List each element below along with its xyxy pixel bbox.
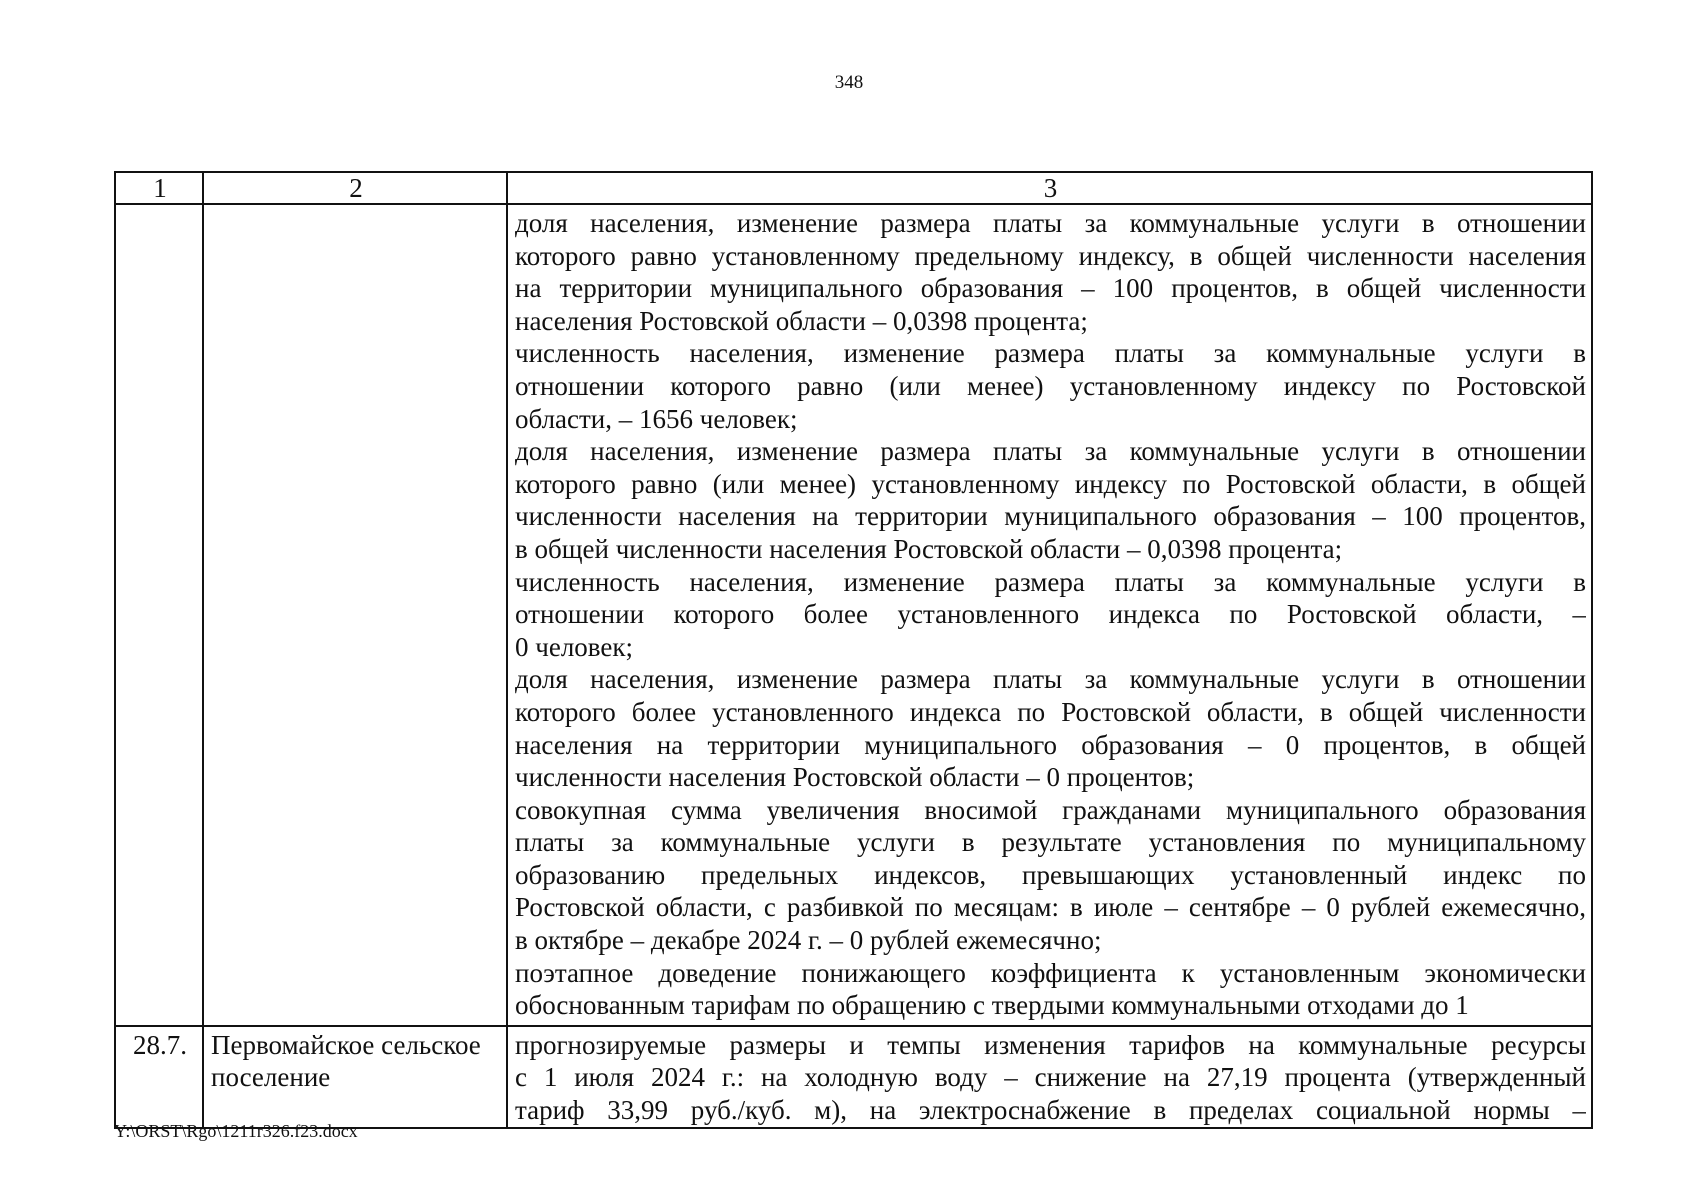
row-number-cell	[115, 204, 203, 1026]
document-table	[114, 171, 1593, 1129]
text-line: которого равно установленному предельному индексу, в общей численности населения	[515, 240, 1586, 271]
text-line: области, – 1656 человек;	[515, 403, 798, 434]
paragraph-7	[515, 957, 1586, 1022]
text-line: Ростовской области, с разбивкой по месяцам: в июле – сентябре – 0 рублей ежемесячно,	[515, 892, 1586, 923]
text-line: доля населения, изменение размера платы за коммунальные услуги в отношении	[515, 436, 1586, 467]
text-line: численности населения Ростовской области – 0 процентов;	[515, 762, 1195, 793]
text-line: населения Ростовской области – 0,0398 процента;	[515, 305, 1088, 336]
text-line: прогнозируемые размеры и темпы изменения тарифов на коммунальные ресурсы	[515, 1029, 1586, 1060]
text-line: численность населения, изменение размера платы за коммунальные услуги в	[515, 338, 1586, 369]
text-line: образованию предельных индексов, превышающих установленный индекс по	[515, 859, 1586, 890]
text-line: в октябре – декабре 2024 г. – 0 рублей ежемесячно;	[515, 925, 1102, 956]
text-line: которого равно (или менее) установленному индексу по Ростовской области, в общей	[515, 468, 1586, 499]
text-line: совокупная сумма увеличения вносимой гражданами муниципального образования	[515, 794, 1586, 825]
header-cell-1: 1	[115, 172, 203, 204]
text-line: платы за коммунальные услуги в результате установления по муниципальному	[515, 827, 1586, 858]
table-row-28-7	[115, 1026, 1592, 1128]
text-line: поэтапное доведение понижающего коэффициента к установленным экономически	[515, 957, 1586, 988]
text-line: отношении которого более установленного индекса по Ростовской области, –	[515, 599, 1586, 630]
text-line: отношении которого равно (или менее) установленному индексу по Ростовской	[515, 370, 1586, 401]
text-line: доля населения, изменение размера платы за коммунальные услуги в отношении	[515, 664, 1586, 695]
table-header-row	[115, 172, 1592, 204]
paragraph-1	[515, 207, 1586, 337]
settlement-name-line: Первомайское сельское	[211, 1029, 481, 1060]
text-line: доля населения, изменение размера платы за коммунальные услуги в отношении	[515, 208, 1586, 238]
row-description-cell	[507, 1026, 1592, 1128]
row-description-cell	[507, 204, 1592, 1026]
text-line: с 1 июля 2024 г.: на холодную воду – снижение на 27,19 процента (утвержденный	[515, 1062, 1586, 1093]
paragraph-6	[515, 794, 1586, 957]
paragraph-4	[515, 566, 1586, 664]
text-line: 0 человек;	[515, 631, 633, 662]
text-line: населения на территории муниципального образования – 0 процентов, в общей	[515, 729, 1586, 760]
row-name-cell	[203, 1026, 507, 1128]
footer-file-path: Y:\ORST\Rgo\1211r326.f23.docx	[114, 1121, 358, 1141]
text-line: численность населения, изменение размера платы за коммунальные услуги в	[515, 566, 1586, 597]
text-line: тариф 33,99 руб./куб. м), на электроснабжение в пределах социальной нормы –	[515, 1095, 1586, 1126]
text-line: численности населения на территории муниципального образования – 100 процентов,	[515, 501, 1586, 532]
text-line: обоснованным тарифам по обращению с твердыми коммунальными отходами до 1	[515, 990, 1469, 1021]
header-cell-2: 2	[203, 172, 507, 204]
row-name-cell	[203, 204, 507, 1026]
header-cell-3: 3	[507, 172, 1592, 204]
text-line: которого более установленного индекса по Ростовской области, в общей численности	[515, 696, 1586, 727]
paragraph-2	[515, 337, 1586, 435]
text-line: на территории муниципального образования – 100 процентов, в общей численности	[515, 273, 1586, 304]
settlement-name-line: поселение	[211, 1062, 331, 1093]
paragraph-3	[515, 435, 1586, 565]
paragraph-5	[515, 663, 1586, 793]
text-line: в общей численности населения Ростовской области – 0,0398 процента;	[515, 533, 1343, 564]
page-number: 348	[834, 72, 864, 93]
table-row-continuation	[115, 204, 1592, 1026]
row-number-cell: 28.7.	[115, 1026, 203, 1128]
